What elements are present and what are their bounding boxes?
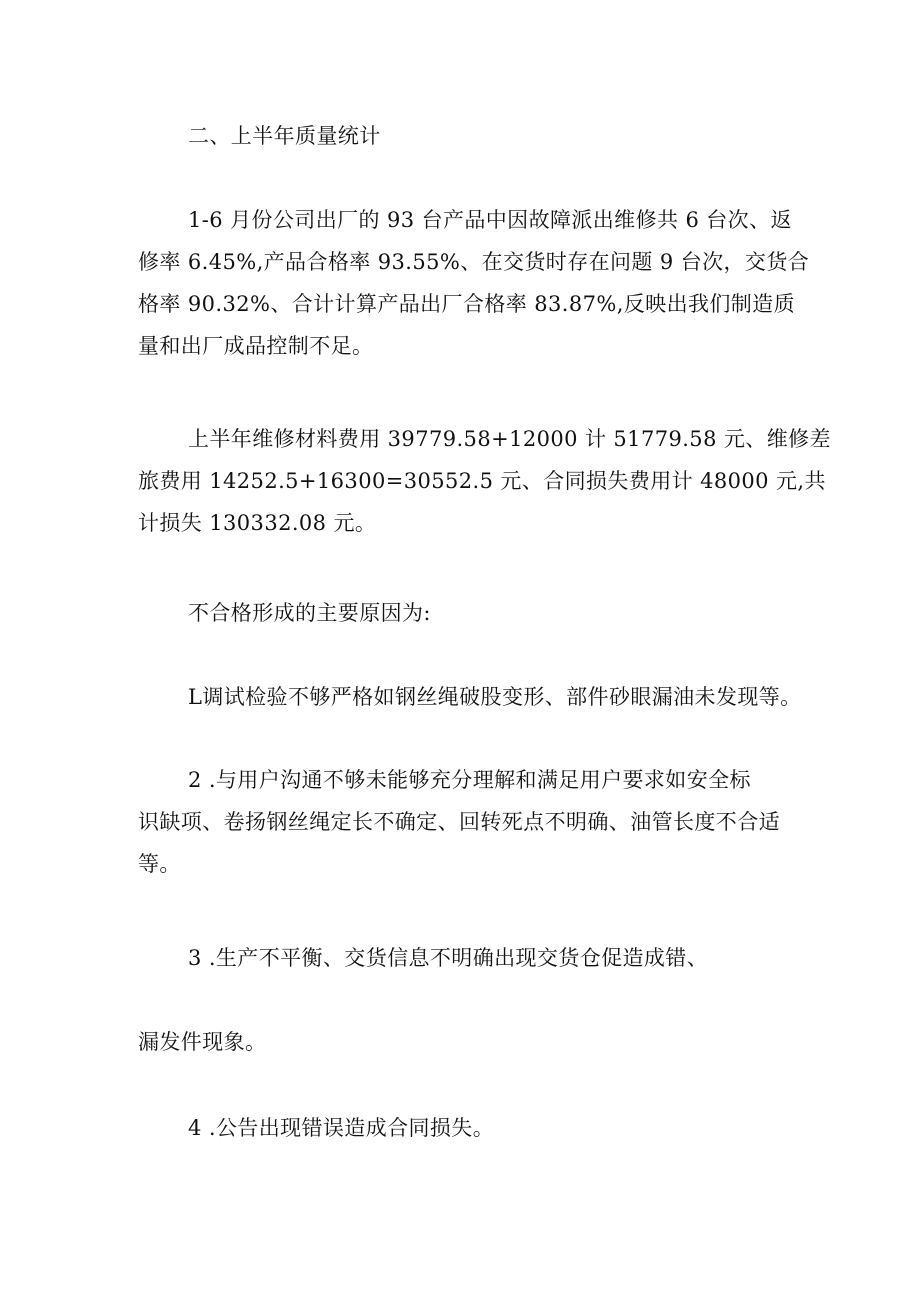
- cause-item-3-continued: 漏发件现象。: [138, 1030, 267, 1054]
- paragraph-causes-intro: 不合格形成的主要原因为:: [188, 601, 431, 625]
- paragraph-line: 1-6 月份公司出厂的 93 台产品中因故障派出维修共 6 台次、返: [188, 208, 792, 232]
- cause-item-4: 4 .公告出现错误造成合同损失。: [188, 1116, 495, 1140]
- paragraph-line: 识缺项、卷扬钢丝绳定长不确定、回转死点不明确、油管长度不合适: [138, 810, 780, 834]
- paragraph-line: 旅费用 14252.5+16300=30552.5 元、合同损失费用计 48000 元,共: [138, 469, 826, 493]
- paragraph-line: 计损失 130332.08 元。: [138, 511, 377, 535]
- section-heading: 二、上半年质量统计: [188, 124, 381, 148]
- paragraph-line: 量和出厂成品控制不足。: [138, 334, 374, 358]
- paragraph-line: 上半年维修材料费用 39779.58+12000 计 51779.58 元、维修差: [188, 427, 831, 451]
- cause-item-1: L调试检验不够严格如钢丝绳破股变形、部件砂眼漏油未发现等。: [188, 685, 802, 709]
- paragraph-line: 2 .与用户沟通不够未能够充分理解和满足用户要求如安全标: [188, 768, 751, 792]
- paragraph-line: 格率 90.32%、合计计算产品出厂合格率 83.87%,反映出我们制造质: [138, 292, 795, 316]
- paragraph-line: 修率 6.45%,产品合格率 93.55%、在交货时存在问题 9 台次，交货合: [138, 250, 810, 274]
- cause-item-3: 3 .生产不平衡、交货信息不明确出现交货仓促造成错、: [188, 946, 709, 970]
- paragraph-line: 等。: [138, 852, 181, 876]
